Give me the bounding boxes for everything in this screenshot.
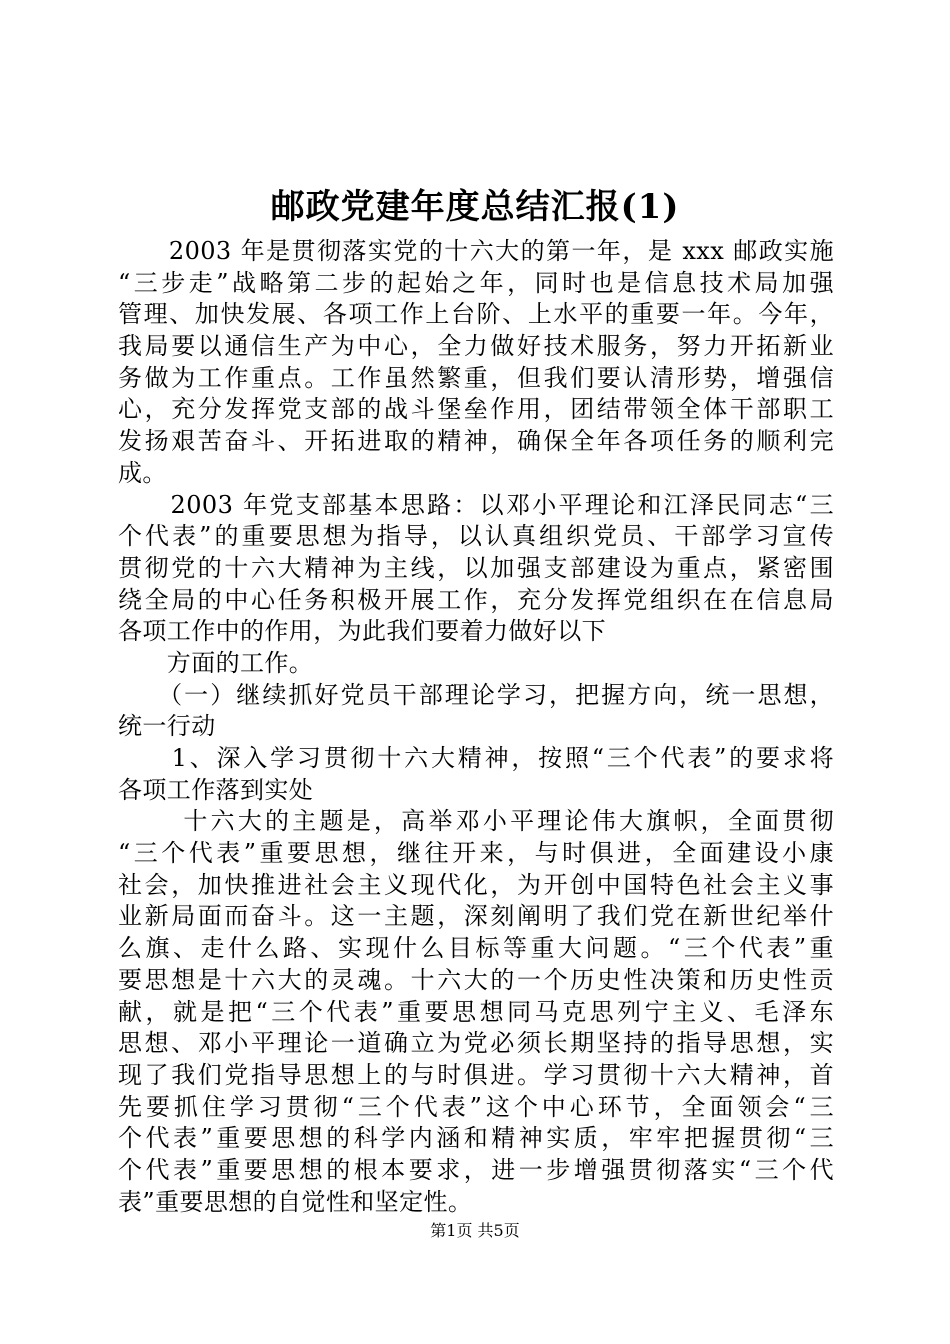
body-line: 发扬艰苦奋斗、开拓进取的精神，确保全年各项任务的顺利完 (118, 427, 834, 456)
body-line: 我局要以通信生产为中心，全力做好技术服务，努力开拓新业 (118, 332, 834, 361)
body-line: 2003 年党支部基本思路：以邓小平理论和江泽民同志“三 (118, 490, 834, 519)
body-line: 个代表”的重要思想为指导，以认真组织党员、干部学习宣传 (118, 522, 834, 551)
body-line: 成。 (118, 458, 167, 487)
page-footer: 第1页 共5页 (430, 1221, 520, 1240)
body-line: 先要抓住学习贯彻“三个代表”这个中心环节，全面领会“三 (118, 1092, 834, 1121)
body-line: 心，充分发挥党支部的战斗堡垒作用，团结带领全体干部职工 (118, 395, 834, 424)
body-line: “三步走”战略第二步的起始之年，同时也是信息技术局加强 (118, 268, 834, 297)
body-line: 思想、邓小平理论一道确立为党必须长期坚持的指导思想，实 (118, 1029, 834, 1058)
body-line: “三个代表”重要思想，继往开来，与时俱进，全面建设小康 (118, 839, 834, 868)
body-line: 要思想是十六大的灵魂。十六大的一个历史性决策和历史性贡 (118, 965, 834, 994)
document-body (118, 236, 834, 1218)
body-line: （一）继续抓好党员干部理论学习，把握方向，统一思想， (118, 680, 834, 709)
body-line: 么旗、走什么路、实现什么目标等重大问题。“三个代表”重 (118, 934, 834, 963)
body-line: 贯彻党的十六大精神为主线，以加强支部建设为重点，紧密围 (118, 553, 834, 582)
body-line: 2003 年是贯彻落实党的十六大的第一年，是 xxx 邮政实施 (118, 237, 834, 265)
body-line: 各项工作中的作用，为此我们要着力做好以下 (118, 617, 606, 646)
body-line: 统一行动 (118, 712, 216, 741)
body-line: 个代表”重要思想的科学内涵和精神实质，牢牢把握贯彻“三 (118, 1124, 834, 1153)
body-line: 务做为工作重点。工作虽然繁重，但我们要认清形势，增强信 (118, 363, 834, 392)
body-line: 管理、加快发展、各项工作上台阶、上水平的重要一年。今年， (118, 300, 834, 329)
body-line: 十六大的主题是，高举邓小平理论伟大旗帜，全面贯彻 (118, 807, 834, 836)
document-title: 邮政党建年度总结汇报(1) (270, 187, 680, 227)
body-line: 绕全局的中心任务积极开展工作，充分发挥党组织在在信息局 (118, 585, 834, 614)
body-line: 现了我们党指导思想上的与时俱进。学习贯彻十六大精神，首 (118, 1060, 834, 1089)
body-line: 个代表”重要思想的根本要求，进一步增强贯彻落实“三个代 (118, 1155, 834, 1184)
body-line: 社会，加快推进社会主义现代化，为开创中国特色社会主义事 (118, 870, 834, 899)
body-line: 业新局面而奋斗。这一主题，深刻阐明了我们党在新世纪举什 (118, 902, 834, 931)
body-line: 献，就是把“三个代表”重要思想同马克思列宁主义、毛泽东 (118, 997, 834, 1026)
body-line: 表”重要思想的自觉性和坚定性。 (118, 1187, 473, 1216)
body-line: 1、深入学习贯彻十六大精神，按照“三个代表”的要求将 (118, 744, 834, 772)
body-line: 方面的工作。 (118, 648, 314, 677)
body-line: 各项工作落到实处 (118, 775, 314, 804)
